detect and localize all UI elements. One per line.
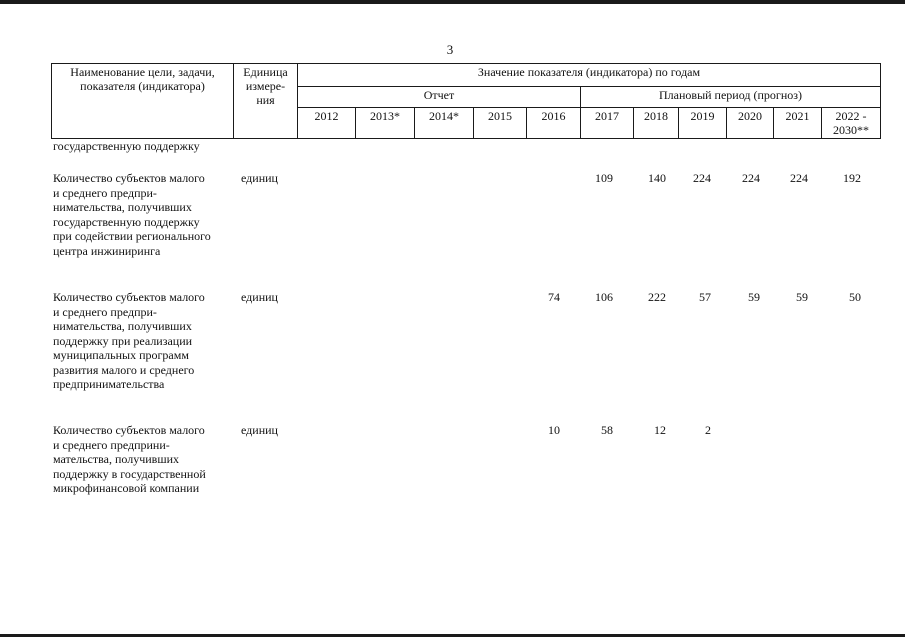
- indicator-name-line: Количество субъектов малого: [53, 290, 205, 304]
- indicator-name: [53, 423, 228, 496]
- indicator-name-line: поддержку в государственной: [53, 466, 206, 481]
- indicator-name-line: центра инжиниринга: [53, 243, 161, 258]
- indicator-name-line: микрофинансовой компании: [53, 481, 200, 495]
- header-unit-line2: измере-: [245, 79, 286, 93]
- indicator-name: [53, 290, 228, 392]
- indicator-name-line: и среднего предпри-: [53, 304, 157, 319]
- indicator-unit: единиц: [241, 423, 278, 437]
- value-2021: 59: [796, 290, 808, 304]
- value-2018: 140: [648, 171, 666, 185]
- indicators-table-header: [51, 63, 881, 139]
- indicator-name-line: нимательства, получивших: [53, 319, 192, 333]
- header-year-2016: 2016: [527, 108, 581, 139]
- indicator-name-line: государственную поддержку: [53, 214, 200, 229]
- value-2022-2030: 192: [843, 171, 861, 185]
- indicator-name-line: мательства, получивших: [53, 452, 179, 466]
- indicator-name-line: Количество субъектов малого: [53, 423, 205, 437]
- indicator-name-line: и среднего предпри-: [53, 185, 157, 200]
- value-2021: 224: [790, 171, 808, 185]
- value-2019: 2: [705, 423, 711, 437]
- value-2018: 12: [654, 423, 666, 437]
- value-2022-2030: 50: [849, 290, 861, 304]
- indicator-name: [53, 171, 228, 258]
- indicator-name-line: Количество субъектов малого: [53, 171, 205, 185]
- value-2017: 58: [601, 423, 613, 437]
- header-report-period: Отчет: [298, 87, 581, 108]
- header-year-2014: 2014*: [415, 108, 474, 139]
- value-2020: 224: [742, 171, 760, 185]
- header-year-2017: 2017: [581, 108, 634, 139]
- header-unit-column: [234, 64, 298, 139]
- value-2016: 10: [548, 423, 560, 437]
- indicator-name-line: и среднего предприни-: [53, 437, 170, 452]
- indicator-name-line: предпринимательства: [53, 377, 165, 391]
- indicator-name-line: при содействии регионального: [53, 229, 211, 243]
- value-2020: 59: [748, 290, 760, 304]
- header-plan-period: Плановый период (прогноз): [581, 87, 881, 108]
- indicator-name-line: развития малого и среднего: [53, 362, 195, 377]
- header-year-2012: 2012: [298, 108, 356, 139]
- scan-border-top: [0, 0, 905, 4]
- header-unit-line1: Единица: [243, 65, 288, 79]
- header-year-2022-2030: 2022 - 2030**: [822, 108, 881, 139]
- indicator-unit: единиц: [241, 290, 278, 304]
- value-2017: 109: [595, 171, 613, 185]
- indicator-name-line: муниципальных программ: [53, 348, 189, 362]
- scan-border-bottom: [0, 634, 905, 637]
- header-values-title: Значение показателя (индикатора) по годам: [298, 64, 881, 87]
- header-year-2018: 2018: [634, 108, 679, 139]
- value-2019: 224: [693, 171, 711, 185]
- indicator-name-line: нимательства, получивших: [53, 200, 192, 214]
- value-2018: 222: [648, 290, 666, 304]
- continuation-text: государственную поддержку: [53, 139, 200, 153]
- header-year-2013: 2013*: [356, 108, 415, 139]
- header-year-2019: 2019: [679, 108, 727, 139]
- header-name-column: Наименование цели, задачи, показателя (индикатора): [52, 64, 234, 139]
- header-year-2021: 2021: [774, 108, 822, 139]
- page-number: 3: [446, 42, 454, 57]
- header-year-2015: 2015: [474, 108, 527, 139]
- indicator-unit: единиц: [241, 171, 278, 185]
- indicator-name-line: поддержку при реализации: [53, 333, 193, 348]
- header-unit-line3: ния: [256, 93, 275, 107]
- value-2017: 106: [595, 290, 613, 304]
- value-2016: 74: [548, 290, 560, 304]
- header-year-2020: 2020: [727, 108, 774, 139]
- value-2019: 57: [699, 290, 711, 304]
